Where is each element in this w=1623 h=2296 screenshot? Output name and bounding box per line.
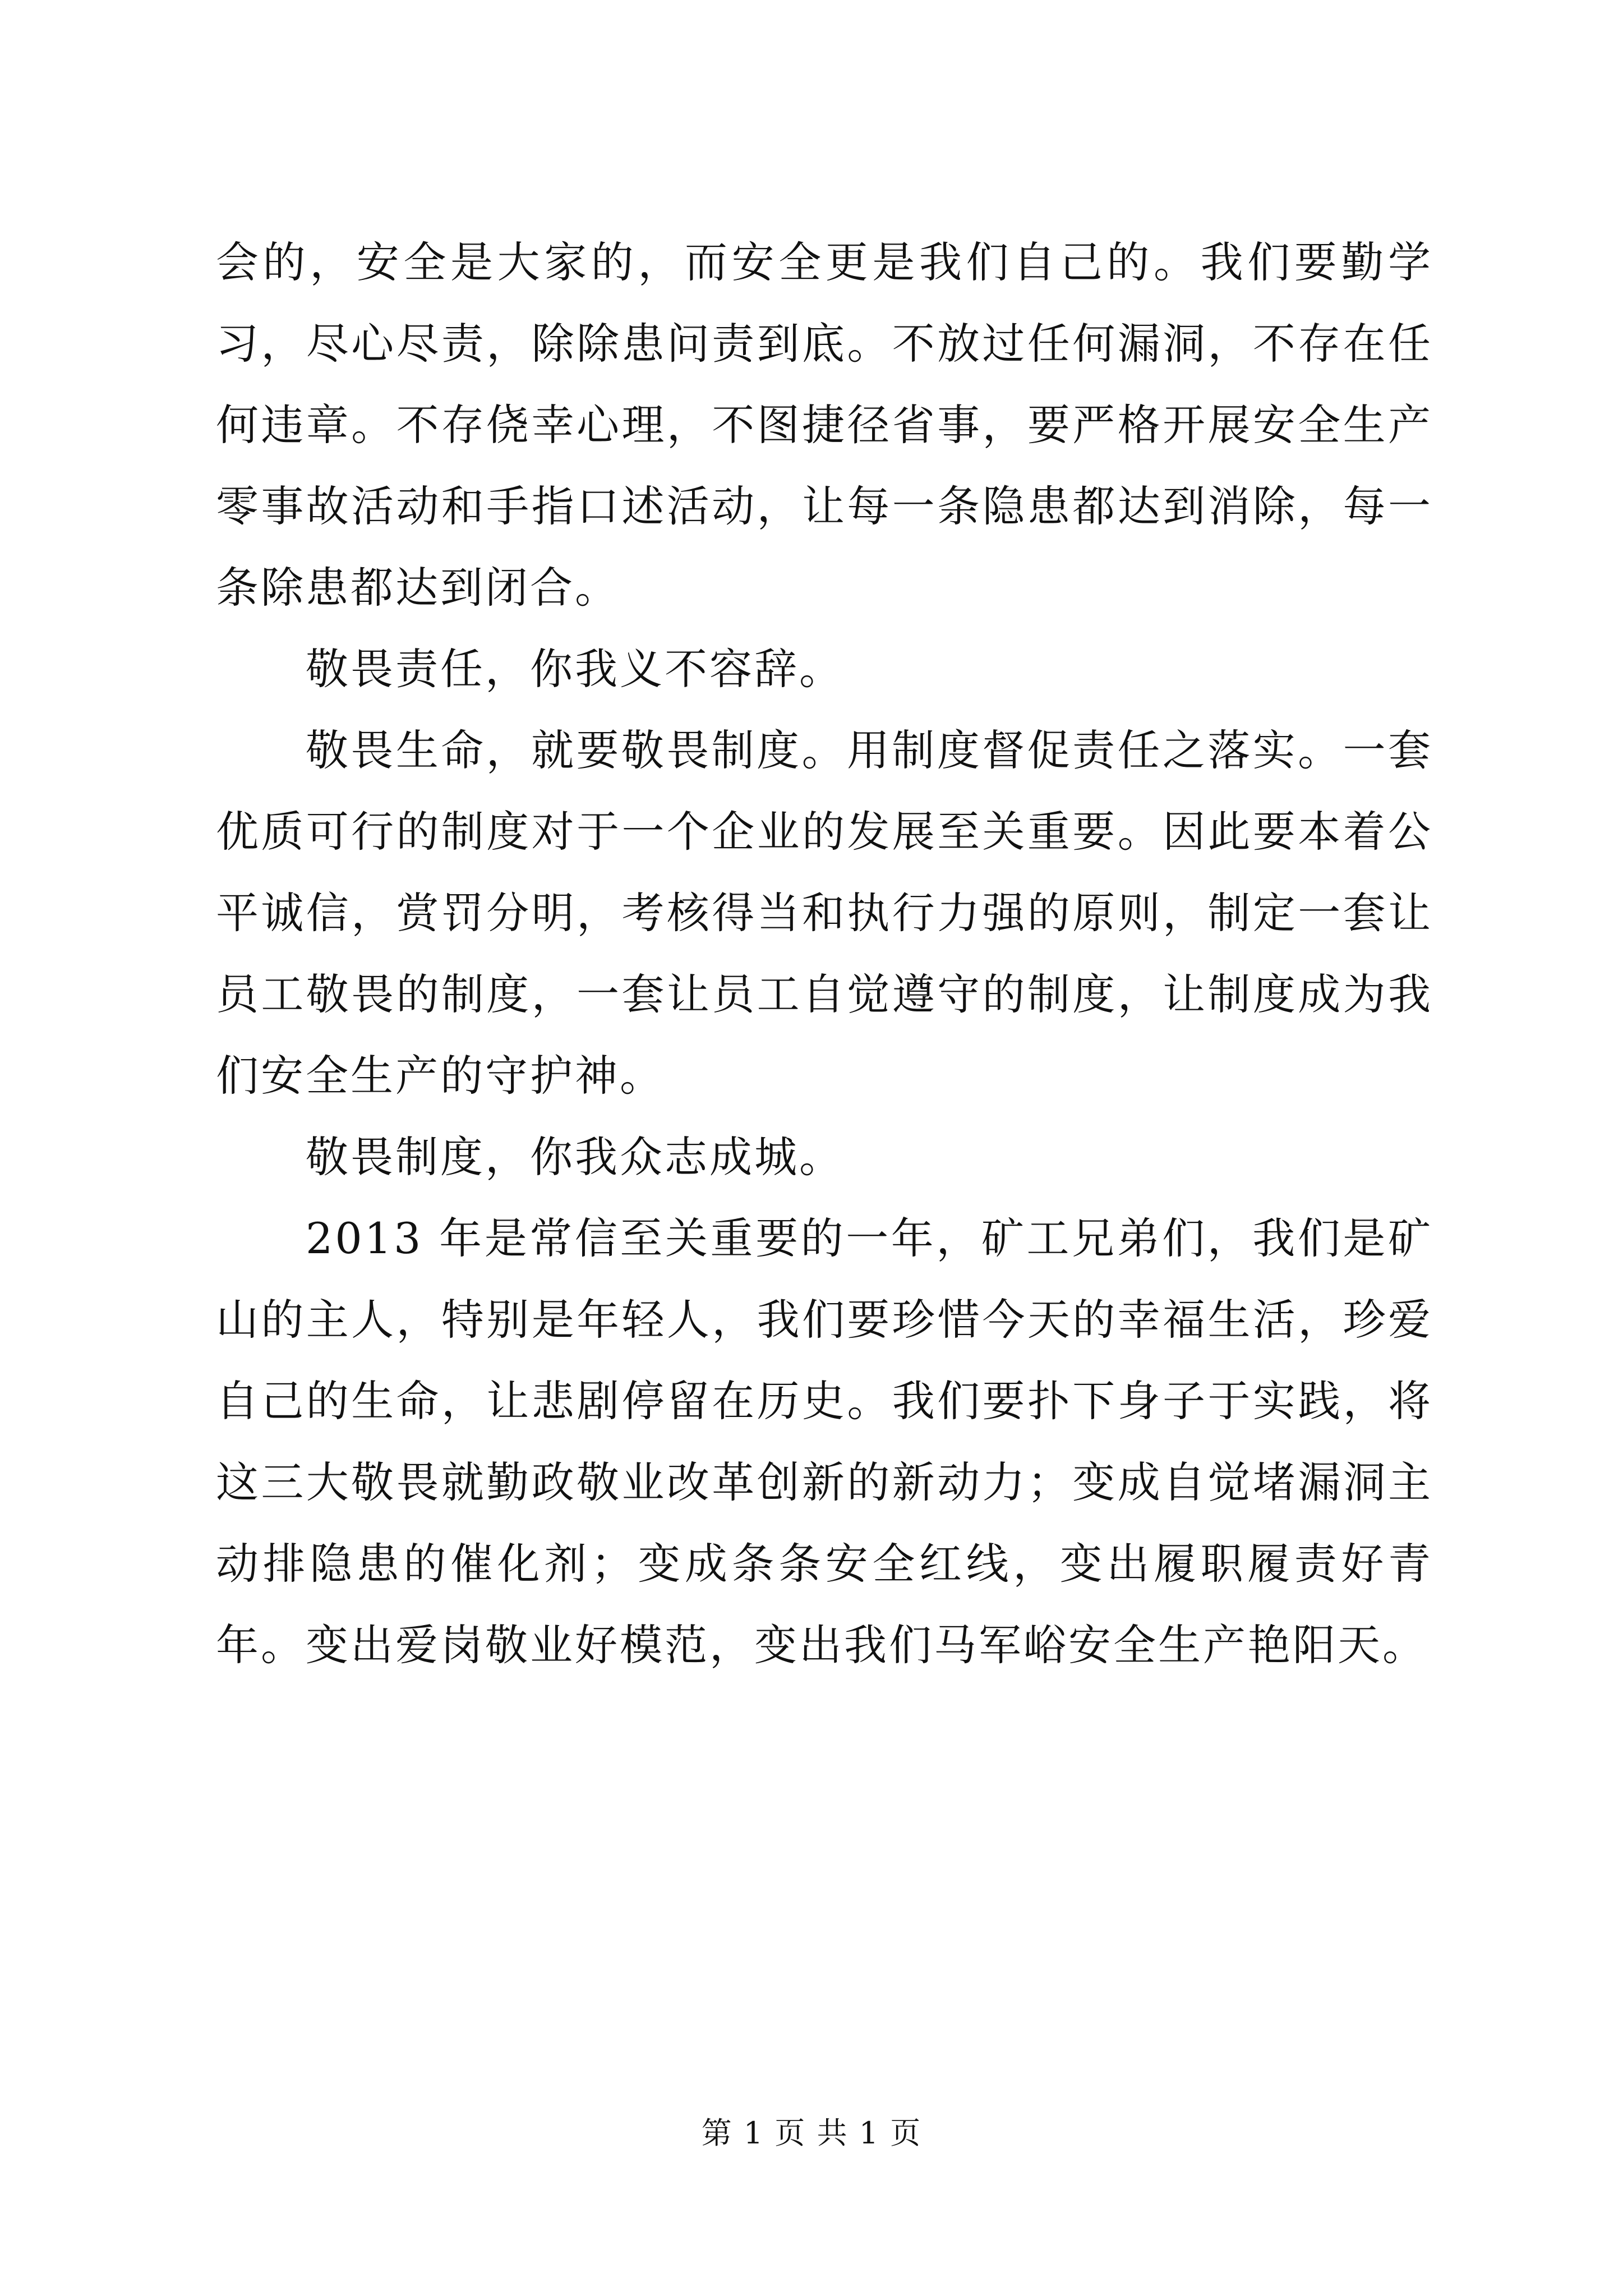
paragraph-continuation: 会的，安全是大家的，而安全更是我们自己的。我们要勤学习，尽心尽责，除除患问责到底。不放过任何漏洞，不存在任何违章。不存侥幸心理，不图捷径省事，要严格开展安全生产零事故活动和手指口述活动，让每一条隐患都达到消除，每一条除患都达到闭合。 (216, 237, 1433, 613)
paragraph-regulations: 敬畏生命，就要敬畏制度。用制度督促责任之落实。一套优质可行的制度对于一个企业的发展至关重要。因此要本着公平诚信，赏罚分明，考核得当和执行力强的原则，制定一套让员工敬畏的制度，一套让员工自觉遵守的制度，让制度成为我们安全生产的守护神。 (216, 725, 1433, 1101)
paragraph-conclusion: 2013 年是常信至关重要的一年，矿工兄弟们，我们是矿山的主人，特别是年轻人，我们要珍惜今天的幸福生活，珍爱自己的生命，让悲剧停留在历史。我们要扑下身子于实践，将这三大敬畏就勤政敬业改革创新的新动力；变成自觉堵漏洞主动排隐患的催化剂；变成条条安全红线，变出履职履责好青年。变出爱岗敬业好模范，变出我们马军峪安全生产艳阳天。 (216, 1213, 1433, 1670)
document-body (216, 222, 1433, 1686)
paragraph-regulations-slogan: 敬畏制度，你我众志成城。 (306, 1132, 844, 1182)
paragraph-responsibility-slogan: 敬畏责任，你我义不容辞。 (306, 644, 844, 694)
page-footer: 第 1 页 共 1 页 (701, 2115, 922, 2151)
